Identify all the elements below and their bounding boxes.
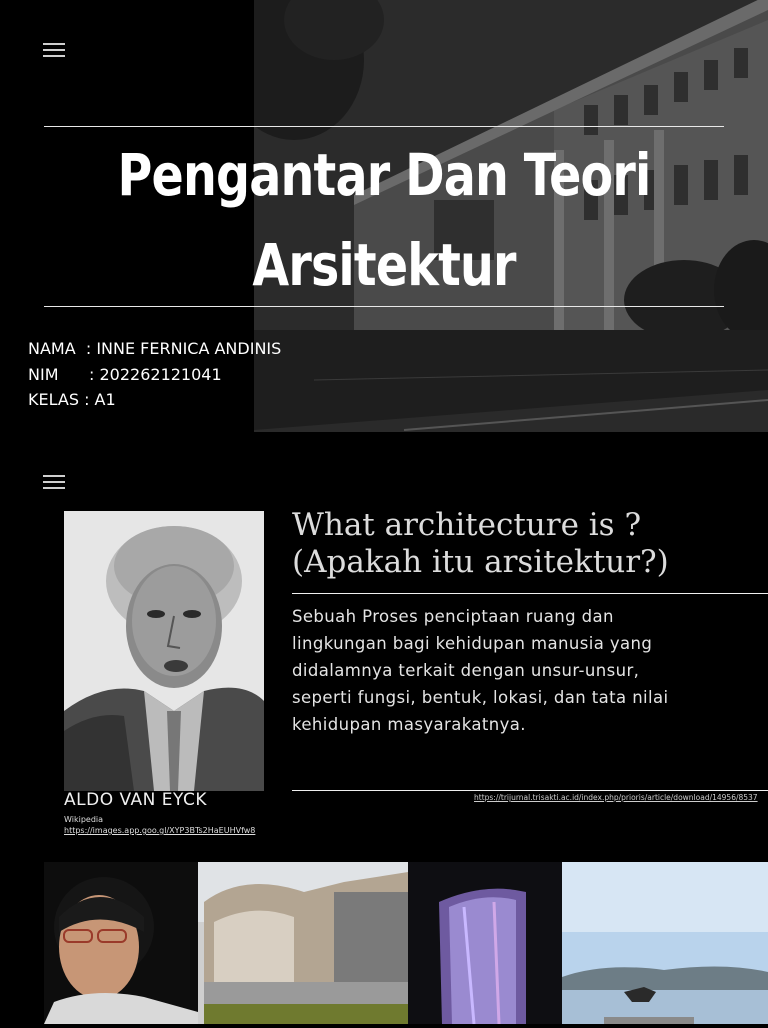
heading-divider — [292, 593, 768, 594]
body-divider — [292, 790, 768, 791]
menu-icon[interactable] — [43, 475, 65, 489]
student-nim: NIM : 202262121041 — [28, 365, 222, 384]
portrait-link[interactable]: https://images.app.goo.gl/XYP3BTs2HaEUHVfw8 — [64, 826, 256, 835]
architect-portrait-photo — [44, 862, 198, 1024]
lake-pavilion-photo — [562, 862, 768, 1024]
slide-title — [105, 130, 663, 310]
definition-text: Sebuah Proses penciptaan ruang dan lingkungan bagi kehidupan manusia yang didalamnya terkait dengan unsur-unsur, seperti fungsi, bentuk, lokasi, dan tata nilai kehidupan masyarakatnya. — [292, 607, 669, 734]
portrait-source: Wikipedia — [64, 815, 104, 824]
menu-icon[interactable] — [43, 43, 65, 57]
heading-line-2: (Apakah itu arsitektur?) — [292, 544, 669, 580]
architects-photo-strip — [44, 862, 768, 1024]
aldo-van-eyck-portrait — [64, 511, 264, 791]
title-line-2: Arsitektur — [252, 231, 516, 299]
student-name: NAMA : INNE FERNICA ANDINIS — [28, 339, 282, 358]
heading-line-1: What architecture is ? — [292, 507, 642, 543]
section-heading — [292, 507, 762, 581]
curved-building-photo — [198, 862, 408, 1024]
student-class: KELAS : A1 — [28, 390, 116, 409]
title-slide — [0, 0, 768, 432]
glowing-tower-photo — [408, 862, 562, 1024]
reference-link[interactable]: https://trijurnal.trisakti.ac.id/index.php/prioris/article/download/14956/8537 — [474, 793, 758, 802]
title-divider-top — [44, 126, 724, 127]
title-line-1: Pengantar Dan Teori — [117, 141, 651, 209]
title-divider-bottom — [44, 306, 724, 307]
portrait-caption: ALDO VAN EYCK — [64, 790, 207, 810]
